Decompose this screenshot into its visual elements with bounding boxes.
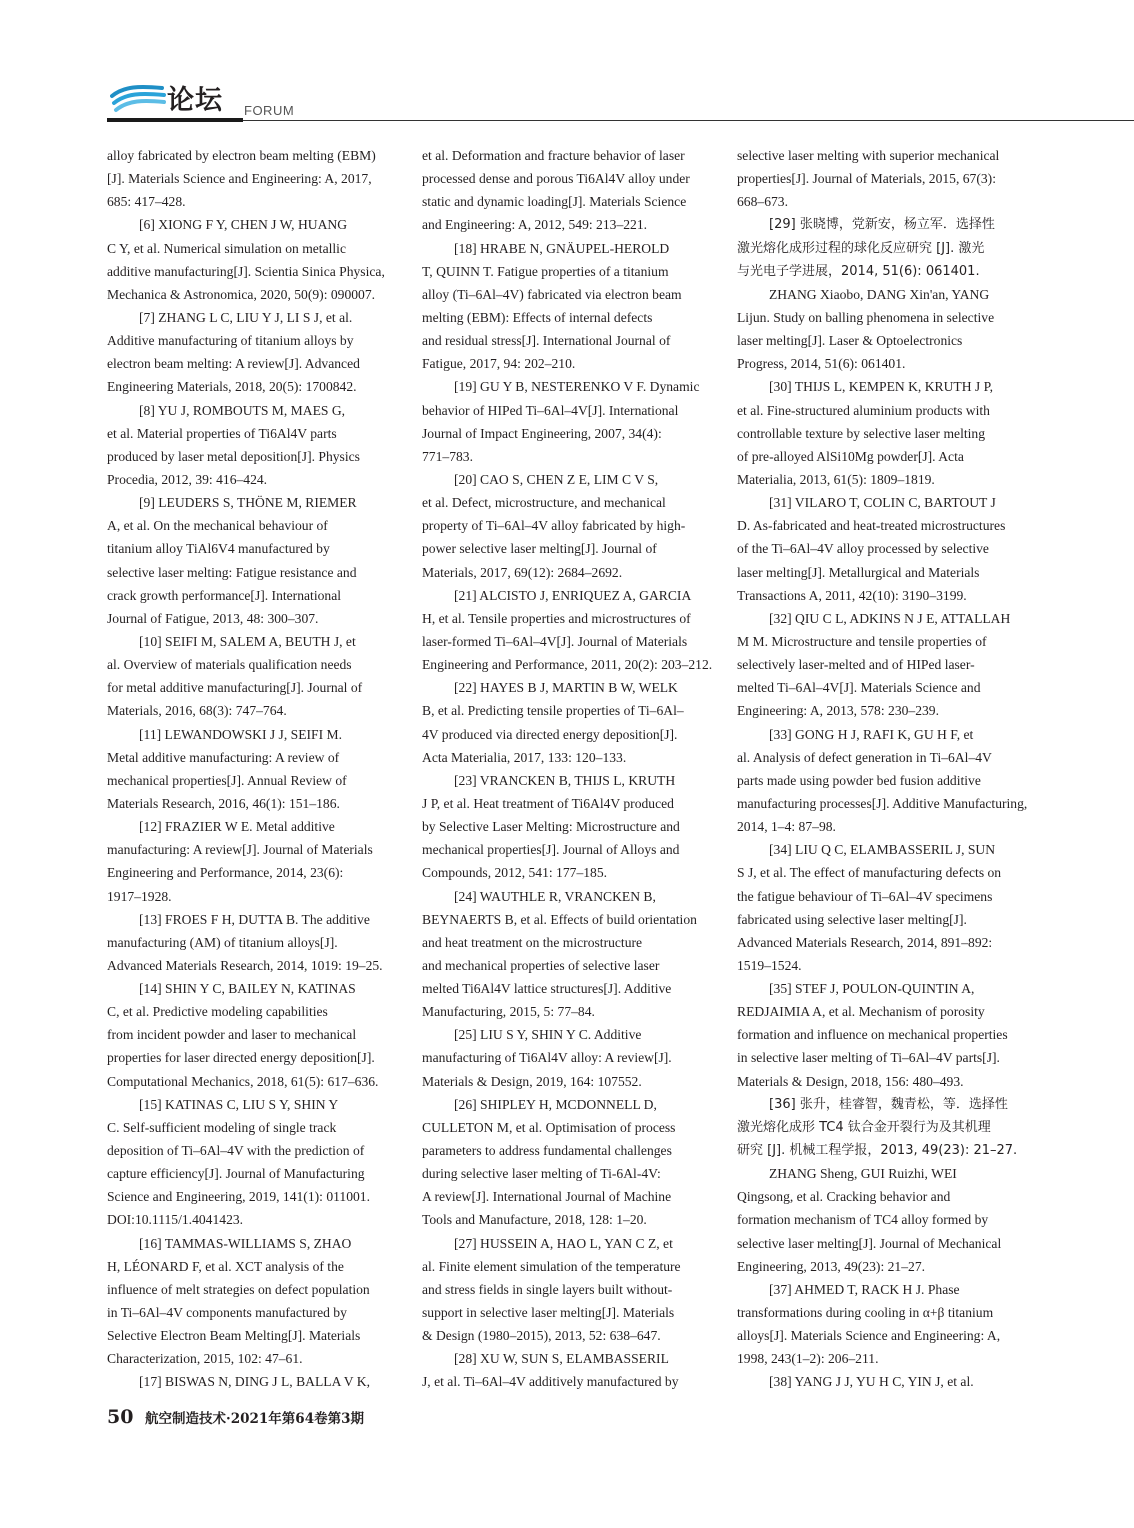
reference-line: et al. Fine-structured aluminium products with	[737, 402, 990, 418]
reference-line: [9] LEUDERS S, THÖNE M, RIEMER	[139, 495, 357, 511]
reference-line: Advanced Materials Research, 2014, 1019: 19–25.	[107, 957, 383, 973]
reference-line: [21] ALCISTO J, ENRIQUEZ A, GARCIA	[454, 587, 692, 603]
wave-logo-icon	[110, 82, 166, 116]
reference-line: formation mechanism of TC4 alloy formed by	[737, 1212, 989, 1228]
reference-line: [15] KATINAS C, LIU S Y, SHIN Y	[139, 1096, 339, 1112]
reference-line: H, et al. Tensile properties and microstructures of	[422, 610, 691, 626]
reference-line: 4V produced via directed energy deposition[J].	[422, 726, 678, 742]
reference-column-3	[737, 144, 1027, 1394]
reference-line: Mechanica & Astronomica, 2020, 50(9): 090007.	[107, 286, 376, 302]
reference-line: [28] XU W, SUN S, ELAMBASSERIL	[454, 1351, 669, 1367]
reference-line: J, et al. Ti–6Al–4V additively manufactured by	[422, 1374, 679, 1390]
reference-line: Engineering, 2013, 49(23): 21–27.	[737, 1258, 926, 1274]
reference-line: formation and influence on mechanical properties	[737, 1027, 1008, 1043]
reference-line: Acta Materialia, 2017, 133: 120–133.	[422, 749, 627, 765]
reference-line: al. Finite element simulation of the temperature	[422, 1258, 681, 1274]
reference-line: properties[J]. Journal of Materials, 2015, 67(3):	[737, 171, 996, 187]
reference-line: [29] 张晓博，党新安，杨立军．选择性	[769, 217, 995, 233]
reference-line: C Y, et al. Numerical simulation on metallic	[107, 240, 346, 256]
reference-line: [16] TAMMAS-WILLIAMS S, ZHAO	[139, 1235, 352, 1251]
reference-line: and residual stress[J]. International Journal of	[422, 333, 671, 349]
reference-line: [23] VRANCKEN B, THIJS L, KRUTH	[454, 772, 676, 788]
reference-line: mechanical properties[J]. Annual Review of	[107, 772, 347, 788]
reference-line: D. As-fabricated and heat-treated microstructures	[737, 518, 1006, 534]
reference-line: manufacturing processes[J]. Additive Manufacturing,	[737, 795, 1028, 811]
reference-line: 668–673.	[737, 194, 788, 210]
reference-line: 1917–1928.	[107, 888, 172, 904]
reference-line: Engineering and Performance, 2014, 23(6):	[107, 865, 344, 881]
reference-line: 激光熔化成形 TC4 钛合金开裂行为及其机理	[737, 1119, 991, 1135]
reference-line: Metal additive manufacturing: A review of	[107, 749, 340, 765]
reference-line: transformations during cooling in α+β titanium	[737, 1305, 994, 1321]
reference-line: additive manufacturing[J]. Scientia Sinica Physica,	[107, 263, 385, 279]
reference-line: et al. Material properties of Ti6Al4V parts	[107, 425, 337, 441]
reference-line: melted Ti–6Al–4V[J]. Materials Science and	[737, 680, 981, 696]
reference-line: C, et al. Predictive modeling capabilities	[107, 1004, 328, 1020]
reference-line: A review[J]. International Journal of Machine	[422, 1189, 672, 1205]
header-rule-thick	[107, 118, 243, 122]
reference-line: 激光熔化成形过程的球化反应研究 [J]. 激光	[737, 240, 985, 256]
reference-line: Materials Research, 2016, 46(1): 151–186.	[107, 795, 340, 811]
reference-line: M M. Microstructure and tensile properties of	[737, 633, 987, 649]
reference-line: from incident powder and laser to mechanical	[107, 1027, 357, 1043]
reference-line: [36] 张升，桂睿智，魏青松，等．选择性	[769, 1096, 1008, 1112]
reference-line: T, QUINN T. Fatigue properties of a titanium	[422, 263, 669, 279]
reference-line: laser-formed Ti–6Al–4V[J]. Journal of Materials	[422, 633, 688, 649]
reference-line: behavior of HIPed Ti–6Al–4V[J]. International	[422, 402, 679, 418]
reference-line: processed dense and porous Ti6Al4V alloy under	[422, 171, 690, 187]
reference-line: BEYNAERTS B, et al. Effects of build orientation	[422, 911, 697, 927]
header-rule-thin	[243, 120, 1134, 121]
reference-line: in selective laser melting of Ti–6Al–4V parts[J].	[737, 1050, 1000, 1066]
reference-line: and mechanical properties of selective laser	[422, 957, 660, 973]
reference-line: [22] HAYES B J, MARTIN B W, WELK	[454, 680, 678, 696]
page-header	[0, 0, 1134, 130]
reference-column-1	[107, 144, 397, 1394]
reference-column-2	[422, 144, 712, 1394]
reference-line: [34] LIU Q C, ELAMBASSERIL J, SUN	[769, 842, 996, 858]
reference-line: capture efficiency[J]. Journal of Manufacturing	[107, 1166, 365, 1182]
reference-line: power selective laser melting[J]. Journal of	[422, 541, 657, 557]
reference-line: S J, et al. The effect of manufacturing defects on	[737, 865, 1002, 881]
reference-line: & Design (1980–2015), 2013, 52: 638–647.	[422, 1328, 661, 1344]
reference-line: [35] STEF J, POULON-QUINTIN A,	[769, 981, 975, 997]
reference-line: Engineering and Performance, 2011, 20(2): 203–212.	[422, 657, 713, 673]
reference-line: alloy fabricated by electron beam melting (EBM)	[107, 148, 376, 163]
reference-line: influence of melt strategies on defect population	[107, 1281, 370, 1297]
reference-line: melted Ti6Al4V lattice structures[J]. Additive	[422, 981, 672, 997]
reference-line: manufacturing of Ti6Al4V alloy: A review[J].	[422, 1050, 672, 1066]
reference-line: Materialia, 2013, 61(5): 1809–1819.	[737, 471, 935, 487]
reference-line: [10] SEIFI M, SALEM A, BEUTH J, et	[139, 633, 356, 649]
reference-line: [7] ZHANG L C, LIU Y J, LI S J, et al.	[139, 309, 353, 325]
reference-line: during selective laser melting of Ti-6Al-4V:	[422, 1166, 661, 1182]
reference-line: manufacturing (AM) of titanium alloys[J].	[107, 934, 338, 950]
reference-line: controllable texture by selective laser melting	[737, 425, 985, 441]
reference-line: and heat treatment on the microstructure	[422, 934, 643, 950]
reference-line: support in selective laser melting[J]. Materials	[422, 1305, 675, 1321]
reference-line: Procedia, 2012, 39: 416–424.	[107, 471, 268, 487]
reference-line: properties for laser directed energy deposition[J].	[107, 1050, 375, 1066]
reference-line: crack growth performance[J]. International	[107, 587, 342, 603]
reference-line: [6] XIONG F Y, CHEN J W, HUANG	[139, 217, 348, 233]
reference-line: Materials & Design, 2018, 156: 480–493.	[737, 1073, 964, 1089]
reference-line: fabricated using selective laser melting[J].	[737, 911, 967, 927]
reference-line: [18] HRABE N, GNÄUPEL-HEROLD	[454, 240, 670, 256]
reference-line: deposition of Ti–6Al–4V with the prediction of	[107, 1143, 365, 1159]
reference-line: 685: 417–428.	[107, 194, 186, 210]
reference-line: 与光电子学进展，2014, 51(6): 061401.	[737, 263, 980, 279]
reference-line: ZHANG Xiaobo, DANG Xin'an, YANG	[769, 286, 990, 302]
reference-line: [14] SHIN Y C, BAILEY N, KATINAS	[139, 981, 356, 997]
reference-line: H, LÉONARD F, et al. XCT analysis of the	[107, 1258, 344, 1274]
reference-line: [8] YU J, ROMBOUTS M, MAES G,	[139, 402, 346, 418]
reference-line: REDJAIMIA A, et al. Mechanism of porosity	[737, 1004, 985, 1020]
reference-line: static and dynamic loading[J]. Materials Science	[422, 194, 687, 210]
reference-line: selective laser melting with superior mechanical	[737, 148, 1000, 163]
reference-line: [19] GU Y B, NESTERENKO V F. Dynamic	[454, 379, 700, 395]
reference-line: J P, et al. Heat treatment of Ti6Al4V produced	[422, 795, 674, 811]
reference-line: for metal additive manufacturing[J]. Journal of	[107, 680, 363, 696]
section-title-cn: 论坛	[167, 85, 223, 116]
reference-line: Materials & Design, 2019, 164: 107552.	[422, 1073, 642, 1089]
reference-line: of the Ti–6Al–4V alloy processed by selective	[737, 541, 989, 557]
reference-line: and stress fields in single layers built without-	[422, 1281, 673, 1297]
reference-line: 771–783.	[422, 448, 473, 464]
reference-line: parts made using powder bed fusion additive	[737, 772, 981, 788]
reference-line: al. Overview of materials qualification needs	[107, 657, 352, 673]
reference-line: Journal of Impact Engineering, 2007, 34(4):	[422, 425, 662, 441]
reference-line: 1998, 243(1–2): 206–211.	[737, 1351, 879, 1367]
reference-line: titanium alloy TiAl6V4 manufactured by	[107, 541, 330, 557]
reference-line: alloys[J]. Materials Science and Engineering: A,	[737, 1328, 1001, 1344]
reference-line: 2014, 1–4: 87–98.	[737, 819, 836, 835]
reference-line: Tools and Manufacture, 2018, 128: 1–20.	[422, 1212, 647, 1228]
reference-line: [24] WAUTHLE R, VRANCKEN B,	[454, 888, 656, 904]
reference-line: [31] VILARO T, COLIN C, BARTOUT J	[769, 495, 996, 511]
reference-line: selective laser melting: Fatigue resistance and	[107, 564, 357, 580]
reference-line: Materials, 2017, 69(12): 2684–2692.	[422, 564, 623, 580]
reference-line: laser melting[J]. Laser & Optoelectronics	[737, 333, 963, 349]
reference-line: al. Analysis of defect generation in Ti–6Al–4V	[737, 749, 992, 765]
reference-line: property of Ti–6Al–4V alloy fabricated by high-	[422, 518, 686, 534]
reference-line: B, et al. Predicting tensile properties of Ti–6Al–	[422, 703, 684, 719]
reference-line: alloy (Ti–6Al–4V) fabricated via electron beam	[422, 286, 682, 302]
reference-line: Selective Electron Beam Melting[J]. Materials	[107, 1328, 361, 1344]
page-number: 50	[107, 1406, 134, 1428]
reference-line: Qingsong, et al. Cracking behavior and	[737, 1189, 951, 1205]
reference-line: selective laser melting[J]. Journal of Mechanical	[737, 1235, 1002, 1251]
reference-line: DOI:10.1115/1.4041423.	[107, 1212, 244, 1228]
reference-line: selectively laser-melted and of HIPed laser-	[737, 657, 975, 673]
journal-issue: 航空制造技术·2021年第64卷第3期	[145, 1411, 364, 1427]
reference-line: Engineering Materials, 2018, 20(5): 1700842.	[107, 379, 357, 395]
reference-line: [30] THIJS L, KEMPEN K, KRUTH J P,	[769, 379, 994, 395]
reference-line: Lijun. Study on balling phenomena in selective	[737, 309, 995, 325]
reference-line: Materials, 2016, 68(3): 747–764.	[107, 703, 287, 719]
reference-line: [37] AHMED T, RACK H J. Phase	[769, 1281, 960, 1297]
reference-line: of pre-alloyed AlSi10Mg powder[J]. Acta	[737, 448, 964, 464]
reference-line: [20] CAO S, CHEN Z E, LIM C V S,	[454, 471, 659, 487]
reference-line: Compounds, 2012, 541: 177–185.	[422, 865, 608, 881]
reference-line: Transactions A, 2011, 42(10): 3190–3199.	[737, 587, 967, 603]
reference-line: Characterization, 2015, 102: 47–61.	[107, 1351, 303, 1367]
reference-line: Journal of Fatigue, 2013, 48: 300–307.	[107, 610, 319, 626]
reference-line: et al. Deformation and fracture behavior of laser	[422, 148, 685, 163]
reference-line: produced by laser metal deposition[J]. Physics	[107, 448, 360, 464]
reference-line: in Ti–6Al–4V components manufactured by	[107, 1305, 347, 1321]
reference-line: the fatigue behaviour of Ti–6Al–4V specimens	[737, 888, 993, 904]
page-footer	[107, 1406, 364, 1428]
reference-line: ZHANG Sheng, GUI Ruizhi, WEI	[769, 1166, 957, 1182]
reference-line: Fatigue, 2017, 94: 202–210.	[422, 356, 576, 372]
reference-line: [17] BISWAS N, DING J L, BALLA V K,	[139, 1374, 370, 1390]
reference-line: manufacturing: A review[J]. Journal of Materials	[107, 842, 373, 858]
reference-line: [11] LEWANDOWSKI J J, SEIFI M.	[139, 726, 343, 742]
reference-line: by Selective Laser Melting: Microstructure and	[422, 819, 680, 835]
reference-line: [38] YANG J J, YU H C, YIN J, et al.	[769, 1374, 974, 1390]
reference-line: [26] SHIPLEY H, MCDONNELL D,	[454, 1096, 657, 1112]
reference-line: CULLETON M, et al. Optimisation of process	[422, 1119, 676, 1135]
reference-line: 1519–1524.	[737, 957, 802, 973]
reference-line: [J]. Materials Science and Engineering: A, 2017,	[107, 171, 372, 187]
reference-line: [25] LIU S Y, SHIN Y C. Additive	[454, 1027, 642, 1043]
reference-line: laser melting[J]. Metallurgical and Materials	[737, 564, 980, 580]
reference-line: Advanced Materials Research, 2014, 891–892:	[737, 934, 993, 950]
reference-line: electron beam melting: A review[J]. Advanced	[107, 356, 360, 372]
section-title-en: FORUM	[244, 103, 295, 118]
reference-line: [33] GONG H J, RAFI K, GU H F, et	[769, 726, 974, 742]
reference-line: C. Self-sufficient modeling of single track	[107, 1119, 337, 1135]
reference-line: Manufacturing, 2015, 5: 77–84.	[422, 1004, 595, 1020]
reference-line: [13] FROES F H, DUTTA B. The additive	[139, 911, 370, 927]
reference-line: parameters to address fundamental challenges	[422, 1143, 672, 1159]
reference-line: [12] FRAZIER W E. Metal additive	[139, 819, 335, 835]
reference-line: Additive manufacturing of titanium alloys by	[107, 333, 354, 349]
reference-line: A, et al. On the mechanical behaviour of	[107, 518, 328, 534]
reference-line: Progress, 2014, 51(6): 061401.	[737, 356, 906, 372]
reference-line: and Engineering: A, 2012, 549: 213–221.	[422, 217, 648, 233]
reference-line: melting (EBM): Effects of internal defects	[422, 309, 653, 325]
reference-line: [27] HUSSEIN A, HAO L, YAN C Z, et	[454, 1235, 673, 1251]
reference-line: Engineering: A, 2013, 578: 230–239.	[737, 703, 940, 719]
reference-line: [32] QIU C L, ADKINS N J E, ATTALLAH	[769, 610, 1011, 626]
reference-line: et al. Defect, microstructure, and mechanical	[422, 495, 666, 511]
reference-line: 研究 [J]. 机械工程学报，2013, 49(23): 21–27.	[737, 1143, 1018, 1159]
reference-line: Computational Mechanics, 2018, 61(5): 617–636.	[107, 1073, 379, 1089]
reference-line: mechanical properties[J]. Journal of Alloys and	[422, 842, 680, 858]
reference-line: Science and Engineering, 2019, 141(1): 011001.	[107, 1189, 371, 1205]
